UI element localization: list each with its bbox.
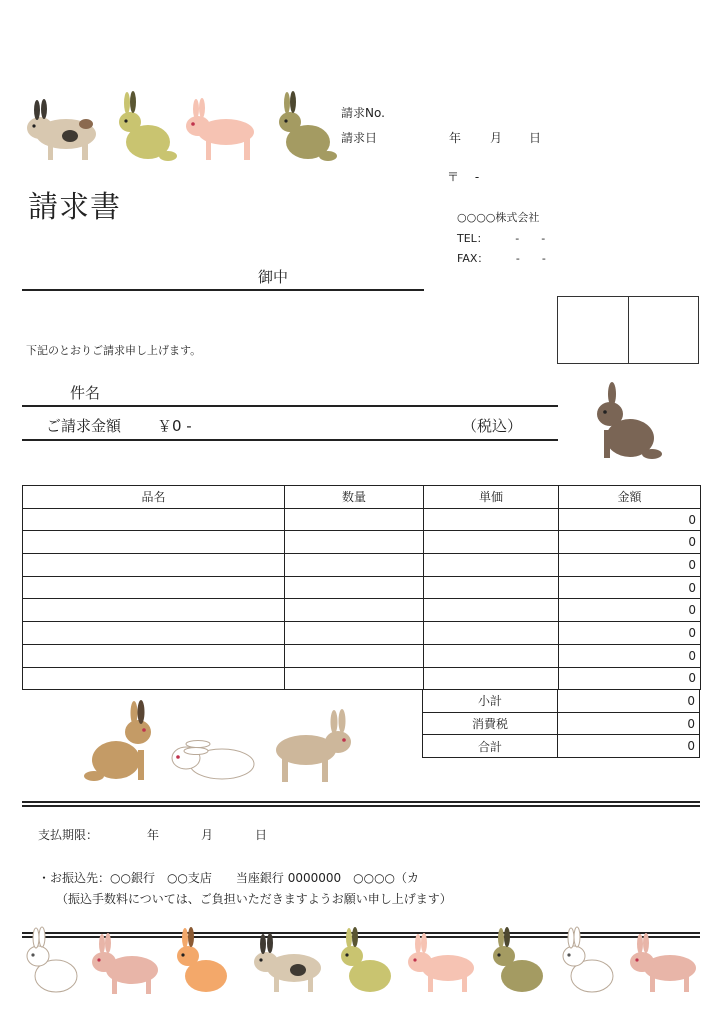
rabbit-calico-illustration xyxy=(24,100,104,164)
due-date-year: 年 xyxy=(147,828,160,842)
cell-amount: 0 xyxy=(559,644,701,667)
invoice-date-month: 月 xyxy=(490,131,503,145)
rabbit-beige-illustration xyxy=(264,710,356,786)
cell-item[interactable] xyxy=(23,554,285,577)
header-item-name: 品名 xyxy=(23,486,285,509)
items-table xyxy=(22,485,701,690)
table-row xyxy=(23,622,701,645)
cell-amount: 0 xyxy=(559,508,701,531)
due-date-label: 支払期限： xyxy=(38,828,99,842)
cell-unit[interactable] xyxy=(424,531,559,554)
rabbit-olive-small-illustration xyxy=(486,928,550,996)
subject-underline xyxy=(22,405,558,407)
bank-transfer-info: ・お振込先：○○銀行 ○○支店 当座銀行 0000000 ○○○○（カ xyxy=(38,871,420,885)
recipient-suffix: 御中 xyxy=(258,268,289,286)
postal-code: 〒 - xyxy=(447,170,480,184)
total-label: ご請求金額 xyxy=(46,417,122,435)
cell-unit[interactable] xyxy=(424,576,559,599)
rabbit-yellow-illustration xyxy=(112,92,178,164)
cell-item[interactable] xyxy=(23,576,285,599)
total-underline xyxy=(22,439,558,441)
tax-value: 0 xyxy=(558,712,700,735)
table-row xyxy=(23,554,701,577)
rabbit-rose-illustration xyxy=(88,934,162,996)
cell-qty[interactable] xyxy=(285,644,424,667)
invoice-no-label: 請求No. xyxy=(341,106,385,120)
due-date-month: 月 xyxy=(201,828,214,842)
invoice-date-day: 日 xyxy=(529,131,542,145)
stamp-cell-right xyxy=(628,297,699,363)
cell-unit[interactable] xyxy=(424,508,559,531)
cell-qty[interactable] xyxy=(285,667,424,690)
rabbit-olive-illustration xyxy=(272,92,338,164)
cell-amount: 0 xyxy=(559,531,701,554)
due-date-day: 日 xyxy=(255,828,268,842)
table-row xyxy=(23,508,701,531)
cell-item[interactable] xyxy=(23,531,285,554)
subject-label: 件名 xyxy=(70,384,101,402)
grand-total-label: 合計 xyxy=(423,735,558,758)
cell-item[interactable] xyxy=(23,667,285,690)
cell-unit[interactable] xyxy=(424,667,559,690)
rabbit-calico-small-illustration xyxy=(250,934,326,996)
invoice-date-label: 請求日 xyxy=(341,131,378,145)
invoice-date-year: 年 xyxy=(449,131,462,145)
cell-qty[interactable] xyxy=(285,622,424,645)
stamp-cell-left xyxy=(558,297,628,363)
rabbit-brown-illustration xyxy=(590,382,664,462)
table-row xyxy=(23,576,701,599)
header-quantity: 数量 xyxy=(285,486,424,509)
cell-unit[interactable] xyxy=(424,554,559,577)
stamp-box xyxy=(557,296,699,364)
table-row xyxy=(23,667,701,690)
rabbit-orange-illustration xyxy=(170,928,234,996)
cell-amount: 0 xyxy=(559,667,701,690)
subtotal-label: 小計 xyxy=(423,690,558,713)
cell-amount: 0 xyxy=(559,622,701,645)
rabbit-pink-illustration xyxy=(182,100,262,164)
table-row xyxy=(23,599,701,622)
table-row xyxy=(23,644,701,667)
total-amount: ￥0 - xyxy=(157,417,192,435)
company-name: ○○○○株式会社 xyxy=(457,211,540,224)
tax-label: 消費税 xyxy=(423,712,558,735)
cell-amount: 0 xyxy=(559,576,701,599)
tax-row xyxy=(423,712,700,735)
cell-unit[interactable] xyxy=(424,644,559,667)
cell-qty[interactable] xyxy=(285,508,424,531)
cell-qty[interactable] xyxy=(285,599,424,622)
cell-qty[interactable] xyxy=(285,531,424,554)
company-tel: TEL： - - xyxy=(457,232,546,245)
rabbit-white-illustration xyxy=(168,734,258,784)
cell-unit[interactable] xyxy=(424,622,559,645)
cell-item[interactable] xyxy=(23,508,285,531)
cell-item[interactable] xyxy=(23,644,285,667)
cell-unit[interactable] xyxy=(424,599,559,622)
company-fax: FAX： - - xyxy=(457,252,546,265)
recipient-underline xyxy=(22,289,424,291)
rabbit-rose-small-illustration xyxy=(626,934,700,996)
cell-amount: 0 xyxy=(559,554,701,577)
header-unit-price: 単価 xyxy=(424,486,559,509)
cell-qty[interactable] xyxy=(285,576,424,599)
table-row xyxy=(23,531,701,554)
totals-table xyxy=(422,689,700,758)
subtotal-row xyxy=(423,690,700,713)
grand-total-row xyxy=(423,735,700,758)
rabbit-white-sitting-2-illustration xyxy=(556,928,620,996)
header-amount: 金額 xyxy=(559,486,701,509)
document-title: 請求書 xyxy=(28,190,121,225)
separator-line-bottom xyxy=(22,805,700,807)
rabbit-tan-illustration xyxy=(82,702,158,784)
grand-total-value: 0 xyxy=(558,735,700,758)
rabbit-yellow-small-illustration xyxy=(334,928,398,996)
cell-item[interactable] xyxy=(23,599,285,622)
cell-qty[interactable] xyxy=(285,554,424,577)
rabbit-pink-small-illustration xyxy=(404,934,478,996)
separator-line-top xyxy=(22,801,700,803)
transfer-fee-note: （振込手数料については、ご負担いただきますようお願い申し上げます） xyxy=(56,892,452,906)
cell-item[interactable] xyxy=(23,622,285,645)
tax-included-note: （税込） xyxy=(462,417,523,435)
rabbit-white-sitting-illustration xyxy=(20,928,84,996)
subtotal-value: 0 xyxy=(558,690,700,713)
intro-text: 下記のとおりご請求申し上げます。 xyxy=(26,344,202,357)
cell-amount: 0 xyxy=(559,599,701,622)
